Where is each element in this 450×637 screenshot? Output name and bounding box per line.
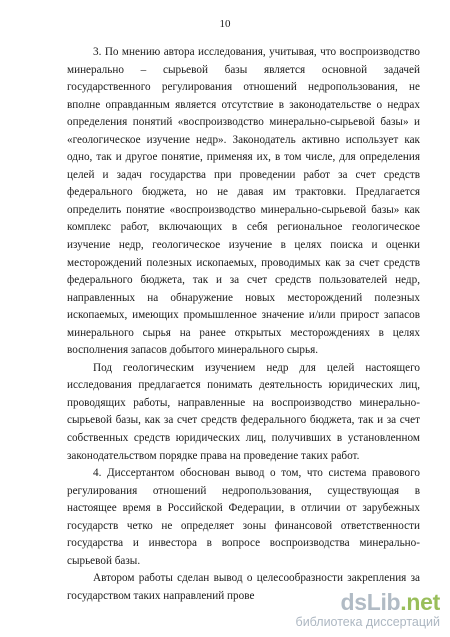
document-body (67, 44, 420, 606)
paragraph-3: 4. Диссертантом обоснован вывод о том, что система правового регулирования отношений недропользования, существующая в настоящее время в Российской Федерации, в отличии от зарубежных государств четко не определяет зоны финансовой ответственности государства и инвестора в вопросе воспроизводства минерально-сырьевой базы. (67, 467, 420, 567)
watermark-subtitle: библиотека диссертаций (295, 615, 440, 629)
paragraph-2: Под геологическим изучением недр для целей настоящего исследования предлагается понимать деятельность юридических лиц, проводящих работы, направленные на воспроизводство минерально-сырьевой базы, как за счет средств федерального бюджета, так и за счет собственных средств юридических лиц, получивших в установленном законодательством порядке права на проведение таких работ. (67, 361, 420, 462)
watermark-logo (340, 589, 440, 616)
page-number: 10 (219, 18, 231, 30)
watermark-logo-main: dsLib (340, 589, 401, 615)
watermark-logo-suffix: .net (400, 589, 440, 615)
paragraph-4: Автором работы сделан вывод о целесообразности закрепления за государством таких направлений прове (67, 572, 420, 602)
dslib-watermark (240, 589, 440, 631)
paragraph-1: 3. По мнению автора исследования, учитывая, что воспроизводство минерально – сырьевой базы является основной задачей государственного регулирования отношений недропользования, не вполне оправданным является отсутствие в законодательстве о недрах определения понятий «воспроизводство минерально-сырьевой базы» и «геологическое изучение недр». Законодатель активно использует как одно, так и другое понятие, применяя их, в том числе, для определения целей и задач государства при проведении работ за счет средств федерального бюджета, но не давая им трактовки. Предлагается определить понятие «воспроизводство минерально-сырьевой базы» как комплекс работ, включающих в себя региональное геологическое изучение недр, геологическое изучение в целях поиска и оценки месторождений полезных ископаемых, проводимых как за счет средств федерального бюджета, так и за счет средств пользователей недр, направленных на обнаружение новых месторождений полезных ископаемых, имеющих промышленное значение и/или прирост запасов минерального сырья на ранее открытых месторождениях в целях восполнения запасов добытого минерального сырья. (67, 46, 420, 357)
